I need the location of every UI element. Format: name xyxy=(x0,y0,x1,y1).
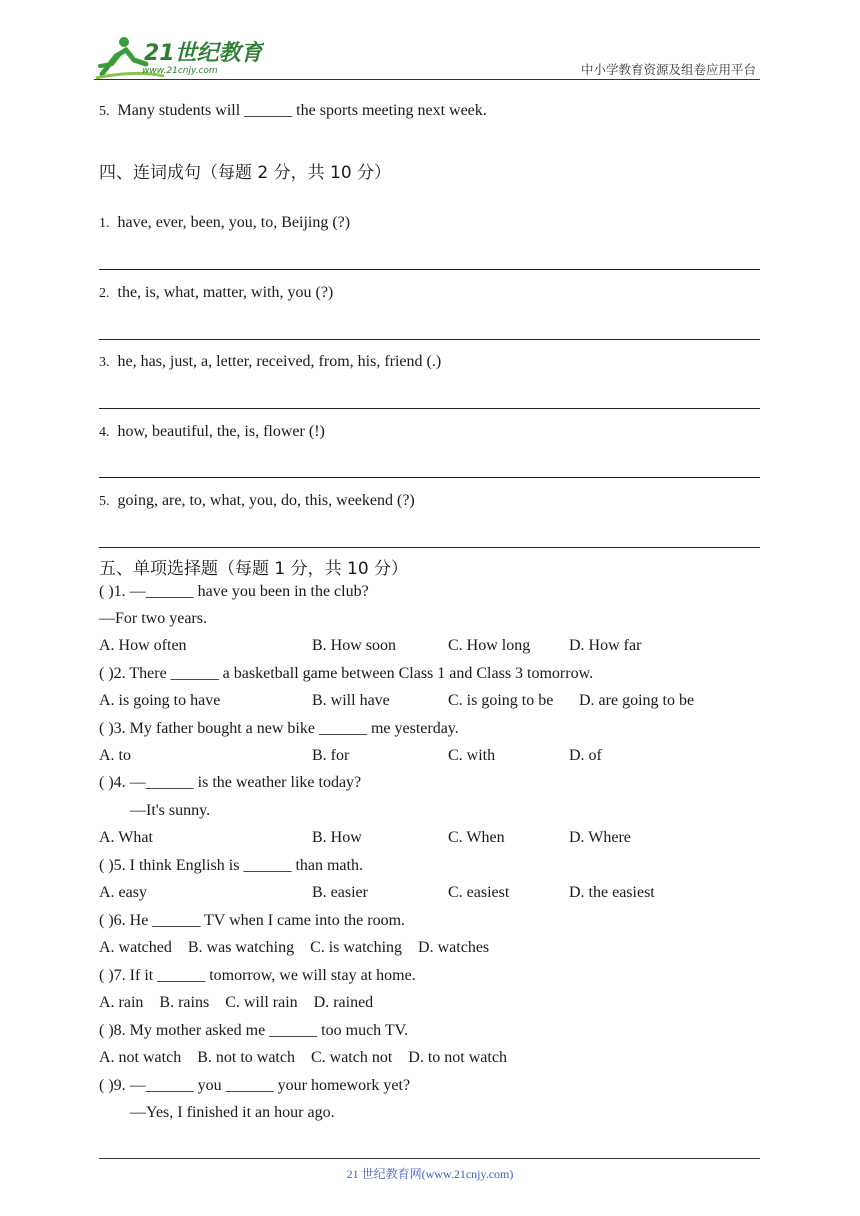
question-7-stem: ( )7. If it ______ tomorrow, we will stay at home. xyxy=(99,967,416,984)
q4-option-a[interactable]: A. What xyxy=(99,829,153,846)
reorder-item-4: 4. how, beautiful, the, is, flower (!) xyxy=(99,423,325,440)
question-4-reply: —It's sunny. xyxy=(130,802,211,819)
q3-option-a[interactable]: A. to xyxy=(99,747,131,764)
site-name: 中小学教育资源及组卷应用平台 xyxy=(580,62,756,77)
q2-option-d[interactable]: D. are going to be xyxy=(579,692,695,709)
answer-line-4[interactable] xyxy=(99,477,760,478)
question-2-stem: ( )2. There ______ a basketball game between Class 1 and Class 3 tomorrow. xyxy=(99,665,594,682)
q6-options[interactable]: A. watched B. was watching C. is watching D. watches xyxy=(99,939,490,956)
q5-option-d[interactable]: D. the easiest xyxy=(569,884,655,901)
question-8-stem: ( )8. My mother asked me ______ too much TV. xyxy=(99,1022,409,1039)
fill-blank-item-5: 5. Many students will ______ the sports meeting next week. xyxy=(99,102,487,119)
answer-line-3[interactable] xyxy=(99,408,760,409)
reorder-item-2: 2. the, is, what, matter, with, you (?) xyxy=(99,284,334,301)
q5-option-c[interactable]: C. easiest xyxy=(448,884,510,901)
q3-option-c[interactable]: C. with xyxy=(448,747,496,764)
q2-option-a[interactable]: A. is going to have xyxy=(99,692,221,709)
section-5-title: 五、单项选择题（每题 1 分，共 10 分） xyxy=(99,559,409,579)
footer-divider xyxy=(99,1158,760,1159)
q4-option-c[interactable]: C. When xyxy=(448,829,505,846)
question-1-reply: —For two years. xyxy=(99,610,207,627)
question-5-stem: ( )5. I think English is ______ than math. xyxy=(99,857,363,874)
section-4-title: 四、连词成句（每题 2 分，共 10 分） xyxy=(99,163,392,183)
question-3-stem: ( )3. My father bought a new bike ______ me yesterday. xyxy=(99,720,459,737)
question-6-stem: ( )6. He ______ TV when I came into the room. xyxy=(99,912,406,929)
site-logo xyxy=(94,34,264,80)
q7-options[interactable]: A. rain B. rains C. will rain D. rained xyxy=(99,994,374,1011)
svg-text:21世纪教育: 21世纪教育 xyxy=(144,41,263,66)
answer-line-1[interactable] xyxy=(99,269,760,270)
q8-options[interactable]: A. not watch B. not to watch C. watch not D. to not watch xyxy=(99,1049,507,1066)
q4-option-d[interactable]: D. Where xyxy=(569,829,631,846)
question-9-reply: —Yes, I finished it an hour ago. xyxy=(130,1104,335,1121)
q3-option-d[interactable]: D. of xyxy=(569,747,602,764)
footer-link[interactable]: 21 世纪教育网(www.21cnjy.com) xyxy=(346,1167,514,1181)
q1-option-c[interactable]: C. How long xyxy=(448,637,531,654)
q4-option-b[interactable]: B. How xyxy=(312,829,362,846)
reorder-item-1: 1. have, ever, been, you, to, Beijing (?) xyxy=(99,214,351,231)
question-1-stem: ( )1. —______ have you been in the club? xyxy=(99,583,369,600)
q1-option-a[interactable]: A. How often xyxy=(99,637,187,654)
question-9-stem: ( )9. —______ you ______ your homework yet? xyxy=(99,1077,411,1094)
reorder-item-5: 5. going, are, to, what, you, do, this, weekend (?) xyxy=(99,492,415,509)
q2-option-c[interactable]: C. is going to be xyxy=(448,692,554,709)
q1-option-d[interactable]: D. How far xyxy=(569,637,642,654)
q5-option-b[interactable]: B. easier xyxy=(312,884,368,901)
answer-line-2[interactable] xyxy=(99,339,760,340)
svg-text:www.21cnjy.com: www.21cnjy.com xyxy=(142,66,218,76)
q2-option-b[interactable]: B. will have xyxy=(312,692,390,709)
header-divider xyxy=(94,79,760,80)
runner-logo-icon xyxy=(94,34,264,80)
question-4-stem: ( )4. —______ is the weather like today? xyxy=(99,774,362,791)
q1-option-b[interactable]: B. How soon xyxy=(312,637,397,654)
reorder-item-3: 3. he, has, just, a, letter, received, from, his, friend (.) xyxy=(99,353,442,370)
q3-option-b[interactable]: B. for xyxy=(312,747,350,764)
answer-line-5[interactable] xyxy=(99,547,760,548)
q5-option-a[interactable]: A. easy xyxy=(99,884,147,901)
